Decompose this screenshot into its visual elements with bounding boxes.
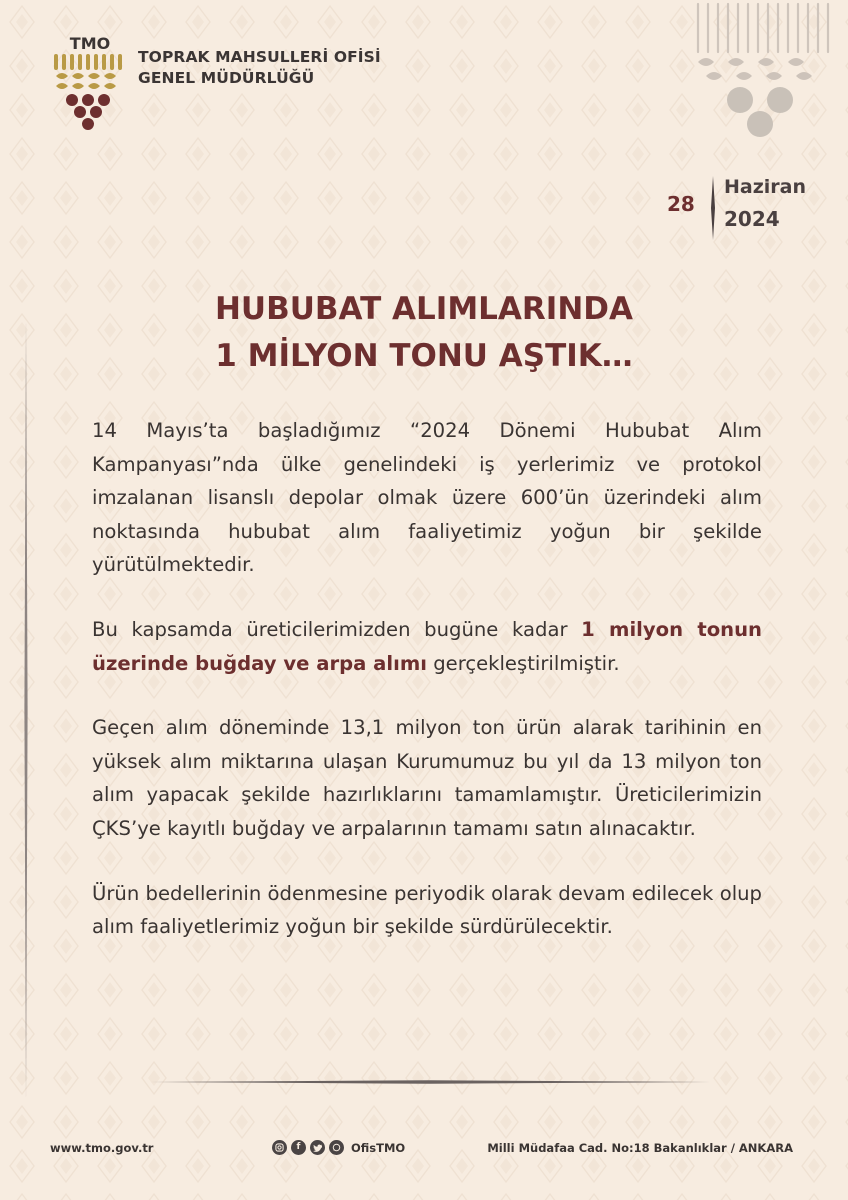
left-ornament-line — [20, 320, 32, 1100]
paragraph-2-highlight: 1 milyon tonun üzerinde buğday ve arpa alımı — [92, 617, 762, 675]
paragraph-4: Ürün bedellerinin ödenmesine periyodik olarak devam edilecek olup alım faaliyetlerimiz yoğun bir şekilde sürdürülecektir. — [92, 881, 762, 939]
paragraph-2 — [92, 613, 762, 680]
twitter-icon[interactable] — [310, 1140, 325, 1155]
tmo-logo — [50, 34, 381, 132]
headline-line2: 1 MİLYON TONU AŞTIK… — [215, 338, 633, 374]
whatsapp-icon[interactable] — [329, 1140, 344, 1155]
wheat-decoration-icon — [688, 0, 833, 140]
paragraph-2-intro: Bu kapsamda üreticilerimizden bugüne kadar — [92, 617, 582, 641]
paragraph-3: Geçen alım döneminde 13,1 milyon ton ürün alarak tarihinin en yüksek alım miktarına ulaşan Kurumumuz bu yıl da 13 milyon ton alım yapacak şekilde hazırlıklarını tamamlamıştır. Üreticilerimizin ÇKS’ye kayıtlı buğday ve arpalarının tamamı satın alınacaktır. — [92, 716, 762, 840]
tmo-emblem-icon — [50, 34, 130, 132]
social-handle[interactable]: OfisTMO — [351, 1140, 406, 1155]
facebook-icon[interactable]: f — [291, 1140, 306, 1155]
website-link[interactable]: www.tmo.gov.tr — [50, 1141, 154, 1155]
headline — [0, 286, 848, 380]
address: Milli Müdafaa Cad. No:18 Bakanlıklar / ANKARA — [487, 1141, 793, 1155]
paragraph-2-end: gerçekleştirilmiştir. — [426, 651, 620, 675]
date-divider — [705, 176, 721, 240]
paragraph-1: 14 Mayıs’ta başladığımız “2024 Dönemi Hububat Alım Kampanyası”nda ülke genelindeki iş yerlerimiz ve protokol imzalanan lisanslı depolar olmak üzere 600’ün üzerindeki alım noktasında hububat alım faaliyetimiz yoğun bir şekilde yürütülmektedir. — [92, 419, 762, 577]
org-name — [138, 47, 381, 89]
release-date — [662, 176, 812, 242]
article-body — [92, 414, 762, 975]
headline-line1: HUBUBAT ALIMLARINDA — [214, 291, 633, 327]
footer-divider — [150, 1076, 710, 1088]
date-year: 2024 — [724, 207, 780, 231]
org-name-line2: GENEL MÜDÜRLÜĞÜ — [138, 69, 315, 87]
date-day: 28 — [667, 192, 695, 216]
social-links — [272, 1140, 405, 1155]
instagram-icon[interactable] — [272, 1140, 287, 1155]
date-month: Haziran — [724, 176, 807, 198]
logo-abbr: TMO — [69, 34, 111, 53]
org-name-line1: TOPRAK MAHSULLERİ OFİSİ — [138, 48, 381, 66]
